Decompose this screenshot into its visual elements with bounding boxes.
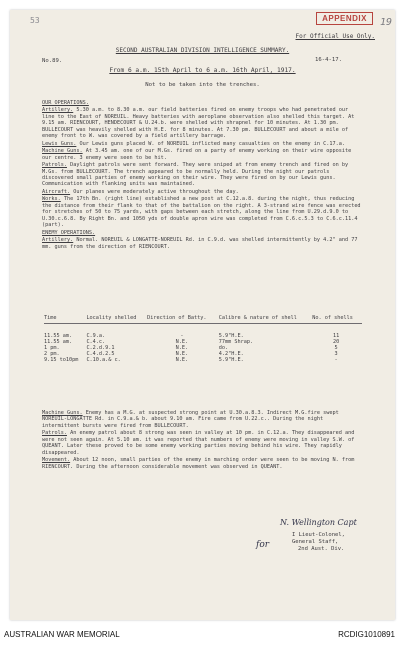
column-header: Locality shelled bbox=[86, 315, 147, 324]
table-cell: 9.15 to10pm bbox=[44, 357, 79, 363]
shelling-table bbox=[44, 315, 362, 363]
section-body: The 17th Bn. (right line) established a new post at C.12.a.8. during the night, thus reducing the distance from their flank to that of the battalion on the right. A 3-strand wire fence was erected for stretches of 50 to 75 yards, with gaps between each stretch, along the line from U.29.d.9.0 to U.30.c.6.8. By Right Bn. and 1050 yds of double apron wire was completed from C.6.c.5.3 to C.6.c.11.4 (part). bbox=[42, 196, 361, 229]
signature-block bbox=[292, 532, 345, 553]
section-enemy-artillery bbox=[42, 237, 362, 250]
trench-notice: Not to be taken into the trenches. bbox=[145, 82, 260, 88]
archive-credit: AUSTRALIAN WAR MEMORIAL bbox=[4, 630, 120, 639]
table-row bbox=[44, 324, 362, 340]
section-enemy-machine-guns bbox=[42, 410, 362, 429]
section-body: About 12 noon, small parties of the enemy in marching order were seen to be moving N. from RIENCOURT. During the afternoon considerable movement was observed in QUEANT. bbox=[42, 457, 355, 470]
table-cell: N.E. bbox=[175, 351, 189, 357]
table-cell: 2 pm. bbox=[44, 351, 60, 357]
table-cell: C.4.d.2.5 bbox=[86, 351, 115, 357]
section-our-operations bbox=[42, 100, 362, 106]
section-heading: Works. bbox=[42, 196, 61, 203]
table-cell: C.2.d.9.1 bbox=[86, 345, 115, 351]
section-heading: Artillery. bbox=[42, 107, 74, 114]
table-cell: 11.55 am. bbox=[44, 339, 73, 345]
section-heading: Artillery. bbox=[42, 237, 74, 244]
section-body: Normal. NOREUIL & LONGATTE-NOREUIL Rd. in C.9.d. was shelled intermittently by 4.2" and 77 mm. guns from the direction of RIENCOURT. bbox=[42, 237, 358, 250]
table-cell: N.E. bbox=[175, 339, 189, 345]
section-body: Our planes were moderately active throughout the day. bbox=[73, 188, 239, 195]
column-header: Time bbox=[44, 315, 86, 324]
page-mark: 53 bbox=[30, 16, 40, 25]
table-cell: - bbox=[180, 333, 184, 339]
section-body: Our Lewis guns placed W. of NOREUIL inflicted many casualties on the enemy in C.17.a. bbox=[79, 140, 345, 147]
section-heading: Machine Guns. bbox=[42, 148, 83, 155]
column-header: Calibre & nature of shell bbox=[219, 315, 313, 324]
table-cell: N.E. bbox=[175, 357, 189, 363]
archive-reference: RCDIG1010891 bbox=[338, 630, 395, 639]
document-title: SECOND AUSTRALIAN DIVISION INTELLIGENCE SUMMARY. bbox=[115, 47, 290, 54]
section-body: 5.30 a.m. to 8.30 a.m. our field batteries fired on enemy troops who had penetrated our line to the East of NOREUIL. Heavy batteries with aeroplane observation also shelled this target. At 9.15 am. RIENCOURT, HENDECOURT & U.24.b. were shelled with shrapnel for 10 minutes. At 1.30 pm. BULLECOURT was heavily shelled with H.E. for 8 minutes. At 7.30 pm. BULLECOURT and about a mile of enemy front to W. was covered by a field artillery barrage. bbox=[42, 107, 355, 140]
table-cell: 5.9"H.E. bbox=[218, 333, 244, 339]
document-page bbox=[10, 10, 395, 620]
section-machine-guns bbox=[42, 148, 362, 161]
signature-role: General Staff, bbox=[292, 539, 339, 545]
section-body: At 3.45 am. one of our M.Gs. fired on a party of enemy working on their wire opposite our centre. 3 enemy were seen to be hit. bbox=[42, 148, 352, 161]
table-cell: N.E. bbox=[175, 345, 189, 351]
section-heading: ENEMY OPERATIONS. bbox=[42, 229, 96, 236]
table-cell: 20 bbox=[332, 339, 340, 345]
table-cell: - bbox=[334, 357, 338, 363]
table-row bbox=[44, 357, 362, 363]
table-cell: C.9.a. bbox=[86, 333, 106, 339]
operations-text bbox=[42, 100, 362, 251]
table-cell: 5.9"H.E. bbox=[218, 357, 244, 363]
section-body: An enemy patrol about 8 strong was seen in valley at 10 pm. in C.12.a. They disappeared and were not seen again. At 5.10 am. it was reported that numbers of enemy were moving in valley S.W. of QUEANT. Later these proved to be some enemy working parties moving behind his wire. They rapidly disappeared. bbox=[42, 430, 355, 456]
signature-rank: I Lieut-Colonel, bbox=[292, 532, 345, 538]
section-heading: Movement. bbox=[42, 457, 71, 464]
section-lewis-guns bbox=[42, 141, 362, 147]
section-body: Enemy has a M.G. at suspected strong point at U.30.a.8.3. Indirect M.G.fire swept NOREUIL-LONGATTE Rd. in C.9.a.& b. about 9.10 am. Fire came from U.22.c.. During the night intermittent bursts were fired from BULLECOURT. bbox=[42, 410, 339, 429]
table-cell: do. bbox=[218, 345, 229, 351]
section-heading: Lewis Guns. bbox=[42, 140, 77, 147]
table-cell: 11 bbox=[332, 333, 340, 339]
handwritten-for: for bbox=[256, 540, 270, 550]
section-enemy-patrols bbox=[42, 430, 362, 456]
section-enemy-movement bbox=[42, 457, 362, 470]
appendix-stamp: APPENDIX bbox=[316, 12, 373, 25]
column-header: No. of shells bbox=[312, 315, 362, 324]
table-cell: 4.2"H.E. bbox=[218, 351, 244, 357]
table-cell: 77mm Shrap. bbox=[218, 339, 254, 345]
report-period: From 6 a.m. 15th April to 6 a.m. 16th April, 1917. bbox=[109, 67, 296, 74]
summary-date: 16-4-17. bbox=[315, 57, 342, 63]
table-cell: 11.55 am. bbox=[44, 333, 73, 339]
table-cell: 5 bbox=[334, 345, 338, 351]
section-enemy-operations bbox=[42, 230, 362, 236]
table-cell: C.10.a.& c. bbox=[86, 357, 121, 363]
table-cell: C.4.c. bbox=[86, 339, 106, 345]
section-body: Daylight patrols were sent forward. They were sniped at from enemy trench and fired on by M.Gs. from BULLECOURT. The trench appeared to be normally held. During the night our patrols discovered small parties of enemy working on their wire. They were fired on by our Lewis guns. Communication with flanking units was maintained. bbox=[42, 162, 349, 188]
folio-number: 19 bbox=[379, 17, 392, 28]
signature-unit: 2nd Aust. Div. bbox=[298, 546, 345, 552]
summary-number: No.89. bbox=[42, 58, 63, 64]
section-heading: OUR OPERATIONS. bbox=[42, 100, 89, 106]
enemy-operations-text bbox=[42, 410, 362, 471]
section-heading: Patrols. bbox=[42, 162, 67, 169]
section-aircraft bbox=[42, 189, 362, 195]
section-heading: Aircraft. bbox=[42, 188, 71, 195]
section-heading: Machine Guns. bbox=[42, 410, 83, 416]
section-artillery bbox=[42, 107, 362, 139]
table-header-row bbox=[44, 315, 362, 324]
table-cell: 3 bbox=[334, 351, 338, 357]
section-patrols bbox=[42, 162, 362, 188]
section-works bbox=[42, 196, 362, 228]
column-header: Direction of Batty. bbox=[147, 315, 219, 324]
handwritten-signature: N. Wellington Capt bbox=[280, 518, 357, 527]
classification-label: For Official Use Only. bbox=[295, 33, 375, 40]
table-cell: 1 pm. bbox=[44, 345, 60, 351]
section-heading: Patrols. bbox=[42, 430, 67, 437]
